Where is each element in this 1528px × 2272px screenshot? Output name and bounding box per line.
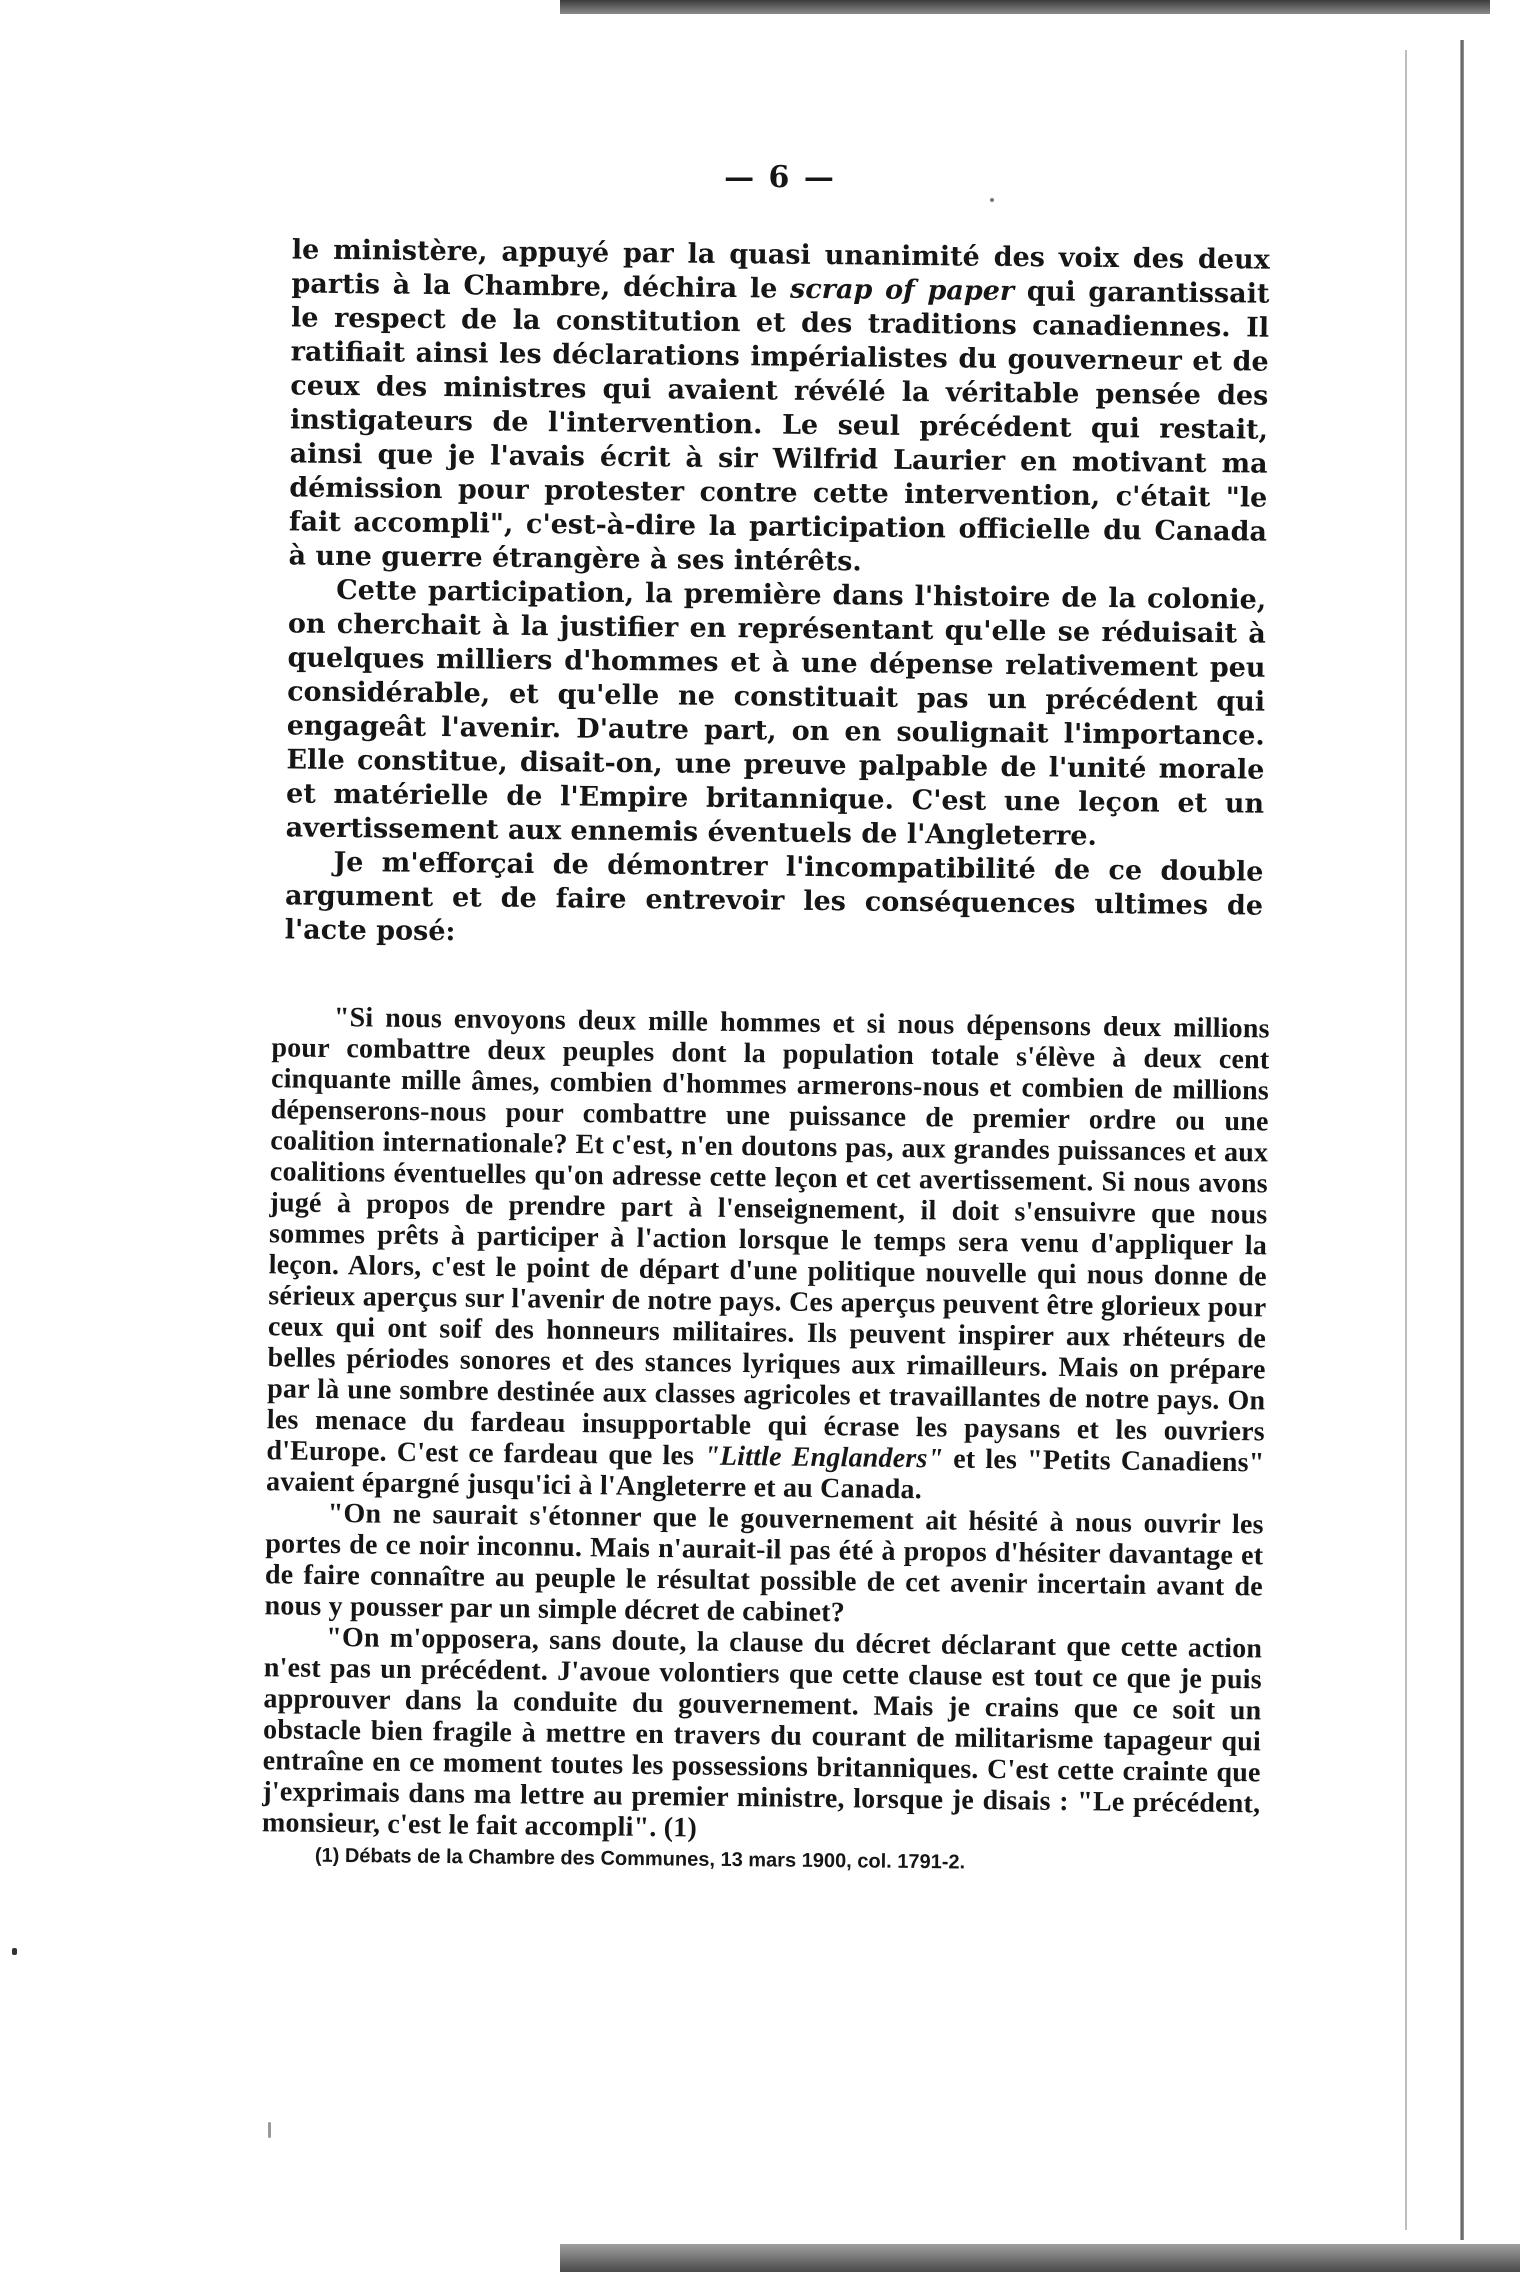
- quote-text: "Si nous envoyons deux mille hommes et si nous dépensons deux millions pour combattre deux peuples dont la population totale s'élève à deux cent cinquante mille âmes, combien d'hommes armerons-nous et combien de millions dépenserons-nous pour combattre une puissance de premier ordre ou une coalition internationale? Et c'est, n'en doutons pas, aux grandes puissances et aux coalitions éventuelles qu'on adresse cette leçon et cet avertissement. Si nous avons jugé à propos de prendre part à l'enseignement, il doit s'ensuivre que nous sommes prêts à participer à l'action lorsque le temps sera venu d'appliquer la leçon. Alors, c'est le point de départ d'une politique nouvelle qui nous donne de sérieux aperçus sur l'avenir de notre pays. Ces aperçus peuvent être glorieux pour ceux qui ont soif des honneurs militaires. Ils peuvent inspirer aux rhéteurs de belles périodes sonores et des stances lyriques aux rimailleurs. Mais on prépare par là une sombre destinée aux classes agricoles et travaillantes de notre pays. On les menace du fardeau insupportable qui écrase les paysans et les ouvriers d'Europe. C'est ce fardeau que les: [266, 1002, 1270, 1472]
- quote-text: et les "Petits Canadiens" avaient épargné jusqu'ici à l'Angleterre et au Canada.: [265, 1443, 1265, 1506]
- page-fold-line: [1460, 40, 1464, 2240]
- page-number: — 6 —: [724, 160, 836, 195]
- block-quote: [240, 1001, 1270, 1850]
- quote-paragraph: [266, 1001, 1270, 1509]
- paragraph-text: qui garantissait le respect de la constitution et des traditions canadiennes. Il ratifiait ainsi les déclarations impérialistes du gouverneur et de ceux des ministres qui avaient révélé la véritable pensée des instigateurs de l'intervention. Le seul précédent qui restait, ainsi que je l'avais écrit à sir Wilfrid Laurier en motivant ma démission pour protester contre cette intervention, c'était "le fait accompli", c'est-à-dire la participation officielle du Canada à une guerre étrangère à ses intérêts.: [288, 276, 1270, 578]
- paragraph: Cette participation, la première dans l'histoire de la colonie, on cherchait à la justifier en représentant qu'elle se réduisait à quelques milliers d'hommes et à une dépense relativement peu considérable, et qu'elle ne constituait pas un précédent qui engageât l'avenir. D'autre part, on en soulignait l'importance. Elle constitue, disait-on, une preuve palpable de l'unité morale et matérielle de l'Empire britannique. C'est une leçon et un avertissement aux ennemis éventuels de l'Angleterre.: [285, 574, 1267, 852]
- document-page: [250, 160, 1270, 1874]
- page-edge-line: [1405, 50, 1407, 2230]
- scan-speck: [268, 2122, 271, 2138]
- footnote: (1) Débats de la Chambre des Communes, 13 mars 1900, col. 1791-2.: [314, 1844, 966, 1874]
- paragraph: Je m'efforçai de démontrer l'incompatibilité de ce double argument et de faire entrevoir les conséquences ultimes de l'acte posé:: [284, 846, 1264, 948]
- quote-paragraph: "On ne saurait s'étonner que le gouvernement ait hésité à nous ouvrir les portes de ce noir inconnu. Mais n'aurait-il pas été à propos d'hésiter davantage et de faire connaître au peuple le résultat possible de cet avenir incertain avant de nous y pousser par un simple décret de cabinet?: [264, 1497, 1264, 1629]
- italic-phrase: "Little Englanders": [703, 1440, 944, 1475]
- body-text: [243, 233, 1270, 958]
- scan-edge-bottom: [560, 2244, 1520, 2272]
- paragraph-text: le ministère, appuyé par la quasi unanimité des voix des deux partis à la Chambre, déchira le: [291, 234, 1270, 305]
- paragraph: [288, 233, 1270, 583]
- scan-speck: [12, 1948, 17, 1955]
- scan-edge-top: [560, 0, 1490, 14]
- italic-phrase: scrap of paper: [789, 273, 1015, 308]
- quote-paragraph: "On m'opposera, sans doute, la clause du décret déclarant que cette action n'est pas un précédent. J'avoue volontiers que cette clause est tout ce que je puis approuver dans la conduite du gouvernement. Mais je crains que ce soit un obstacle bien fragile à mettre en travers du courant de militarisme tapageur qui entraîne en ce moment toutes les possessions britanniques. C'est cette crainte que j'exprimais dans ma lettre au premier ministre, lorsque je disais : "Le précédent, monsieur, c'est le fait accompli". (1): [261, 1621, 1263, 1844]
